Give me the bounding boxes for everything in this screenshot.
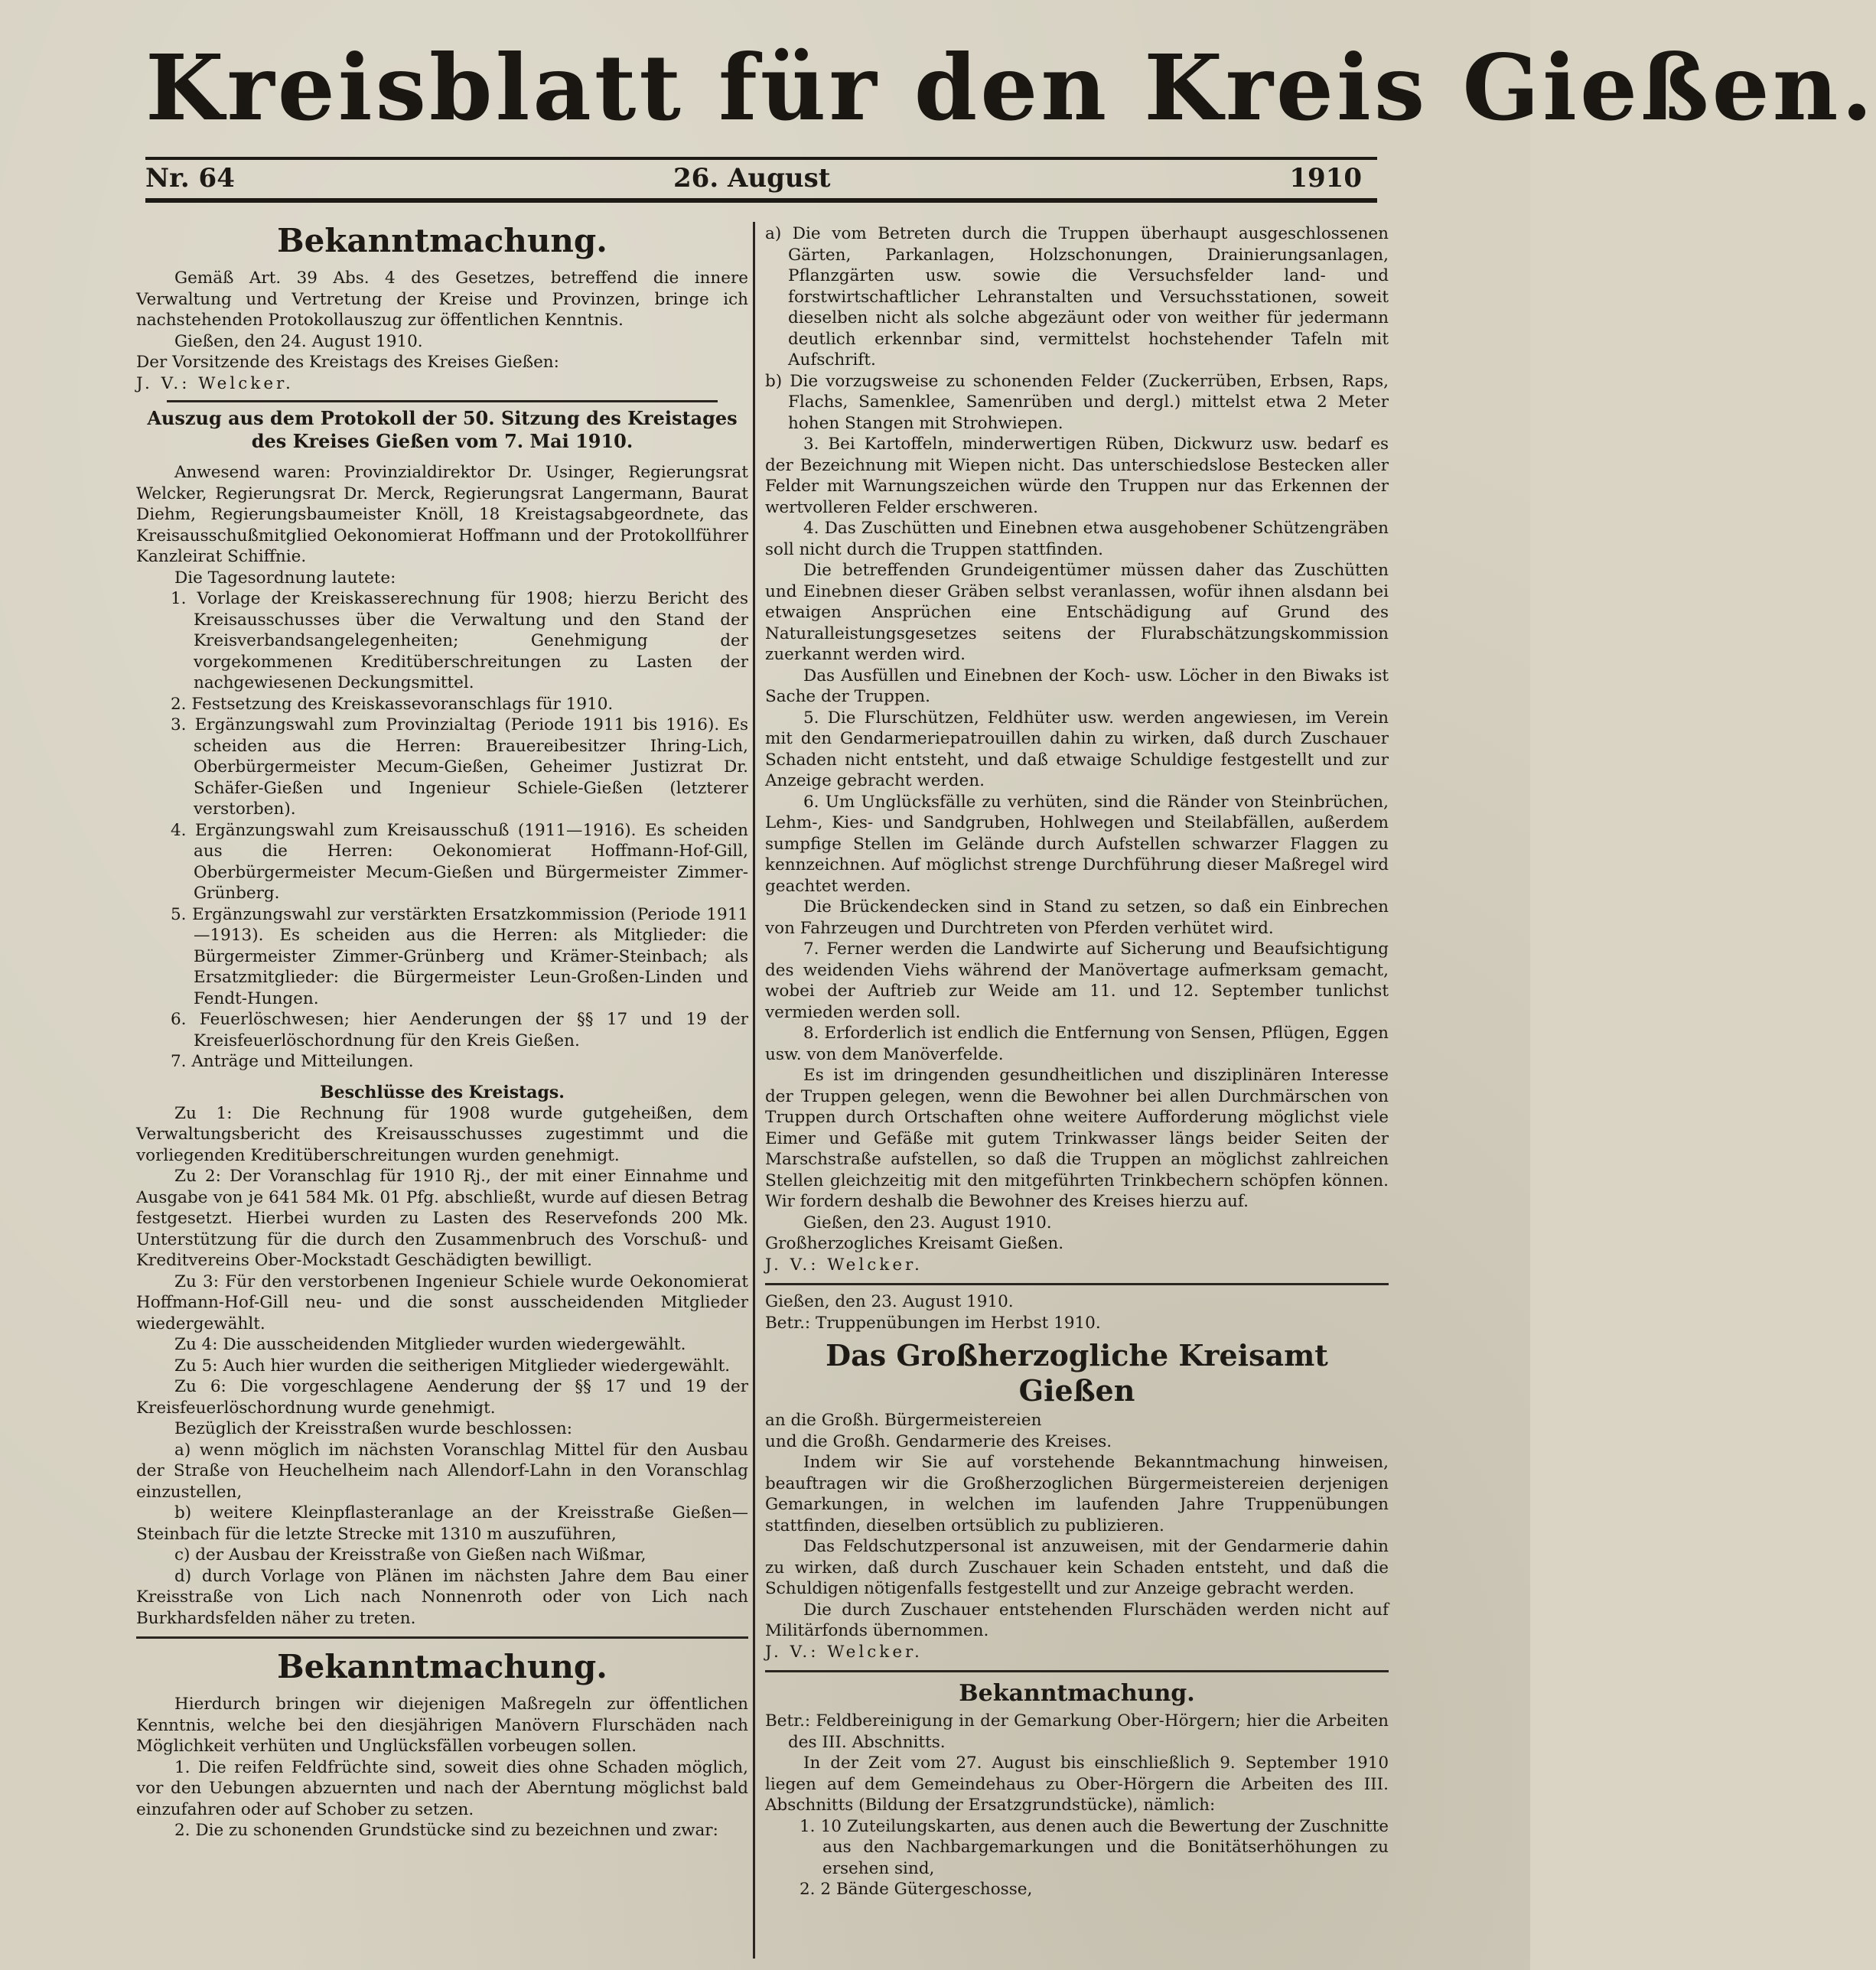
- right-column: [765, 223, 1389, 1900]
- beschluss: Zu 5: Auch hier wurden die seitherigen Mitglieder wiedergewählt.: [174, 1356, 731, 1376]
- agenda-item: 2. Festsetzung des Kreiskassevoranschlags für 1910.: [171, 694, 614, 714]
- left-column: [136, 214, 748, 1841]
- signature: J. V.: Welcker.: [765, 1255, 923, 1275]
- beschluesse-title: Beschlüsse des Kreistags.: [320, 1082, 565, 1102]
- issue-year: 1910: [1289, 163, 1362, 194]
- kreisamt-line: Großherzogliches Kreisamt Gießen.: [765, 1234, 1064, 1253]
- issue-date: 26. August: [673, 163, 831, 194]
- kreisstrassen-item: c) der Ausbau der Kreisstraße von Gießen nach Wißmar,: [174, 1545, 647, 1565]
- paragraph-7: 7. Ferner werden die Landwirte auf Sicherung und Beaufsichtigung des weidenden Viehs während der Manövertage aufmerksam gemacht, wobei der Auftrieb zur Weide am 11. und 12. September tunlichst vermieden werden soll.: [765, 939, 1389, 1022]
- kreisstrassen-item: d) durch Vorlage von Plänen im nächsten Jahre dem Bau einer Kreisstraße von Lich nach Nonnenroth oder von Lich nach Burkhardsfelden näher zu treten.: [136, 1566, 748, 1628]
- divider: [136, 1636, 748, 1639]
- agenda-item: 3. Ergänzungswahl zum Provinzialtag (Periode 1911 bis 1916). Es scheiden aus die Herren: Brauereibesitzer Ihring-Lich, Oberbürgermeister Mecum-Gießen, Geheimer Justizrat Dr. Schäfer-Gießen und Ingenieur Schiele-Gießen (letzterer verstorben).: [171, 715, 748, 819]
- agenda-item: 1. Vorlage der Kreiskasserechnung für 1908; hierzu Bericht des Kreisausschusses über die Verwaltung und den Stand der Kreisverbandsangelegenheiten; Genehmigung der vorgekommenen Kreditüberschreitungen zu Lasten der nachgewiesenen Deckungsmittel.: [171, 589, 748, 692]
- heading-bekanntmachung-3: Bekanntmachung.: [959, 1680, 1195, 1707]
- beschluss: Zu 1: Die Rechnung für 1908 wurde gutgeheißen, dem Verwaltungsbericht des Kreisausschusses zugestimmt und die vorliegenden Kreditüberschreitungen wurden genehmigt.: [136, 1103, 748, 1165]
- agenda-item: 7. Anträge und Mitteilungen.: [171, 1052, 414, 1071]
- paragraph-4: 4. Das Zuschütten und Einebnen etwa ausgehobener Schützengräben soll nicht durch die Truppen stattfinden.: [765, 519, 1389, 559]
- place-date: Gießen, den 23. August 1910.: [765, 1292, 1014, 1311]
- heading-bekanntmachung-2: Bekanntmachung.: [277, 1648, 607, 1685]
- issue-bar: [145, 157, 1377, 203]
- agenda-item: 5. Ergänzungswahl zur verstärkten Ersatzkommission (Periode 1911—1913). Es scheiden aus die Herren: als Mitglieder: die Bürgermeister Zimmer-Grünberg und Krämer-Steinbach; als Ersatzmitglieder: die Bürgermeister Leun-Großen-Linden und Fendt-Hungen.: [171, 904, 748, 1008]
- column-divider: [753, 222, 755, 1959]
- divider: [765, 1670, 1389, 1672]
- place-date: Gießen, den 24. August 1910.: [174, 331, 423, 351]
- beschluss: Zu 6: Die vorgeschlagene Aenderung der §§ 17 und 19 der Kreisfeuerlöschordnung wurde genehmigt.: [136, 1377, 748, 1418]
- anwesend-paragraph: Anwesend waren: Provinzialdirektor Dr. Usinger, Regierungsrat Welcker, Regierungsrat Dr. Merck, Regierungsrat Langermann, Baurat Diehm, Regierungsbaumeister Knöll, 18 Kreistagsabgeordnete, das Kreisausschußmitglied Oekonomierat Hoffmann und der Protokollführer Kanzleirat Schiffnie.: [136, 463, 748, 566]
- paragraph-8: 8. Erforderlich ist endlich die Entfernung von Sensen, Pflügen, Eggen usw. von dem Manöverfelde.: [765, 1024, 1389, 1064]
- kreisstrassen-item: a) wenn möglich im nächsten Voranschlag Mittel für den Ausbau der Straße von Heuchelheim nach Allendorf-Lahn in den Voranschlag einzustellen,: [136, 1440, 748, 1502]
- auszug-title: Auszug aus dem Protokoll der 50. Sitzung des Kreistages des Kreises Gießen vom 7. Mai 1910.: [147, 407, 738, 452]
- addressee-line: an die Großh. Bürgermeistereien: [765, 1411, 1042, 1430]
- paragraph-6b: Die Brückendecken sind in Stand zu setzen, so daß ein Einbrechen von Fahrzeugen und Durchtreten von Pferden verhütet wird.: [765, 897, 1389, 938]
- betreff-line: Betr.: Truppenübungen im Herbst 1910.: [765, 1313, 1101, 1333]
- beschluss: Zu 4: Die ausscheidenden Mitglieder wurden wiedergewählt.: [174, 1335, 686, 1354]
- heading-bekanntmachung-1: Bekanntmachung.: [277, 222, 607, 259]
- paragraph-4b: Die betreffenden Grundeigentümer müssen daher das Zuschütten und Einebnen dieser Gräben selbst veranlassen, wofür ihnen alsdann bei etwaigen Ansprüchen eine Entschädigung auf Grund des Naturalleistungsgesetzes seitens der Flurabschätzungskommission zuerkannt werden wird.: [765, 561, 1389, 664]
- signature: J. V.: Welcker.: [136, 373, 294, 393]
- paragraph-5: 5. Die Flurschützen, Feldhüter usw. werden angewiesen, im Verein mit den Gendarmeriepatrouillen dahin zu wirken, daß durch Zuschauer Schaden nicht entsteht, und daß etwaige Schuldige festgestellt und zur Anzeige gebracht werden.: [765, 708, 1389, 790]
- divider: [167, 400, 718, 402]
- bek2-item: 2. Die zu schonenden Grundstücke sind zu bezeichnen und zwar:: [174, 1821, 718, 1840]
- place-date: Gießen, den 23. August 1910.: [803, 1213, 1052, 1232]
- divider: [765, 1283, 1389, 1285]
- paragraph-6: 6. Um Unglücksfälle zu verhüten, sind die Ränder von Steinbrüchen, Lehm-, Kies- und Sandgruben, Hohlwegen und Steilabfällen, außerdem sumpfige Stellen im Gelände durch Aufstellen schwarzer Flaggen zu kennzeichnen. Auf möglichst strenge Durchführung dieser Maßregel wird geachtet werden.: [765, 792, 1389, 896]
- agenda-item: 6. Feuerlöschwesen; hier Aenderungen der §§ 17 und 19 der Kreisfeuerlöschordnung für den Kreis Gießen.: [171, 1010, 748, 1050]
- kreisamt-paragraph: Indem wir Sie auf vorstehende Bekanntmachung hinweisen, beauftragen wir die Großherzoglichen Bürgermeistereien derjenigen Gemarkungen, in welchen im laufenden Jahre Truppenübungen stattfinden, dieselben ortsüblich zu publizieren.: [765, 1453, 1389, 1535]
- tagesordnung-label: Die Tagesordnung lautete:: [174, 568, 396, 588]
- bek2-intro: Hierdurch bringen wir diejenigen Maßregeln zur öffentlichen Kenntnis, welche bei den diesjährigen Manövern Flurschäden nach Möglichkeit verhüten und Unglücksfällen vorbeugen sollen.: [136, 1695, 748, 1756]
- paragraph-8b: Es ist im dringenden gesundheitlichen und disziplinären Interesse der Truppen gelegen, wenn die Bewohner bei allen Durchmärschen von Truppen durch Ortschaften ohne weitere Aufforderung möglichst viele Eimer und Gefäße mit gutem Trinkwasser längs beider Seiten der Marschstraße aufstellen, so daß die Truppen an möglichst zahlreichen Stellen gleichzeitig mit den mitgeführten Trinkbechern schöpfen können. Wir fordern deshalb die Bewohner des Kreises hierzu auf.: [765, 1066, 1389, 1211]
- signature: J. V.: Welcker.: [765, 1642, 923, 1662]
- paragraph-3: 3. Bei Kartoffeln, minderwertigen Rüben, Dickwurz usw. bedarf es der Bezeichnung mit Wiepen nicht. Das unterschiedslose Bestecken aller Felder mit Warnungszeichen würde den Truppen nur das Erkennen der wertvolleren Felder erschweren.: [765, 435, 1389, 517]
- chair-line: Der Vorsitzende des Kreistags des Kreises Gießen:: [136, 353, 559, 372]
- kreisstrassen-item: b) weitere Kleinpflasteranlage an der Kreisstraße Gießen—Steinbach für die letzte Strecke mit 1310 m auszuführen,: [136, 1503, 748, 1544]
- masthead-title: Kreisblatt für den Kreis Gießen.: [145, 34, 1876, 141]
- issue-number: Nr. 64: [145, 163, 235, 194]
- kreisamt-paragraph: Das Feldschutzpersonal ist anzuweisen, mit der Gendarmerie dahin zu wirken, daß durch Zuschauer kein Schaden entsteht, und daß die Schuldigen nötigenfalls festgestellt und zur Anzeige gebracht werden.: [765, 1537, 1389, 1598]
- paragraph-4c: Das Ausfüllen und Einebnen der Koch- usw. Löcher in den Biwaks ist Sache der Truppen.: [765, 666, 1389, 706]
- beschluss: Zu 3: Für den verstorbenen Ingenieur Schiele wurde Oekonomierat Hoffmann-Hof-Gill neu- und die sonst ausscheidenden Mitglieder wiedergewählt.: [136, 1272, 748, 1333]
- addressee-line: und die Großh. Gendarmerie des Kreises.: [765, 1431, 1112, 1451]
- betreff-line: Betr.: Feldbereinigung in der Gemarkung Ober-Hörgern; hier die Arbeiten des III. Abschnitts.: [765, 1711, 1389, 1752]
- bek2-item: 1. Die reifen Feldfrüchte sind, soweit dies ohne Schaden möglich, vor den Uebungen abzuernten und nach der Aberntung möglichst bald einzufahren oder auf Schober zu setzen.: [136, 1757, 748, 1819]
- feldbereinigung-item: 1. 10 Zuteilungskarten, aus denen auch die Bewertung der Zuschnitte aus den Nachbargemarkungen und die Bonitätserhöhungen zu ersehen sind,: [800, 1816, 1389, 1878]
- kreisamt-paragraph: Die durch Zuschauer entstehenden Flurschäden werden nicht auf Militärfonds übernommen.: [765, 1600, 1389, 1640]
- agenda-item: 4. Ergänzungswahl zum Kreisausschuß (1911—1916). Es scheiden aus die Herren: Oekonomierat Hoffmann-Hof-Gill, Oberbürgermeister Mecum-Gießen und Bürgermeister Zimmer-Grünberg.: [171, 820, 748, 903]
- list-item-a: a) Die vom Betreten durch die Truppen überhaupt ausgeschlossenen Gärten, Parkanlagen, Holzschonungen, Drainierungsanlagen, Pflanzgärten usw. sowie die Versuchsfelder land- und forstwirtschaftlicher Lehranstalten und Versuchsstationen, soweit dieselben nicht als solche abgezäunt oder von weither für jedermann deutlich erkennbar sind, vermittelst hochstehender Tafeln mit Aufschrift.: [765, 224, 1389, 370]
- intro-paragraph: Gemäß Art. 39 Abs. 4 des Gesetzes, betreffend die innere Verwaltung und Vertretung der Kreise und Provinzen, bringe ich nachstehenden Protokollauszug zur öffentlichen Kenntnis.: [136, 269, 748, 330]
- beschluss: Zu 2: Der Voranschlag für 1910 Rj., der mit einer Einnahme und Ausgabe von je 641 584 Mk. 01 Pfg. abschließt, wurde auf diesen Betrag festgesetzt. Hierbei wurden zu Lasten des Reservefonds 200 Mk. Unterstützung für die durch den Zusammenbruch des Vorschuß- und Kreditvereins Ober-Mockstadt Geschädigten bewilligt.: [136, 1167, 748, 1270]
- list-item-b: b) Die vorzugsweise zu schonenden Felder (Zuckerrüben, Erbsen, Raps, Flachs, Samenklee, Samenrüben und dergl.) mittelst etwa 2 Meter hohen Stangen mit Strohwiepen.: [765, 371, 1389, 433]
- feldbereinigung-item: 2. 2 Bände Gütergeschosse,: [800, 1880, 1033, 1899]
- feldbereinigung-paragraph: In der Zeit vom 27. August bis einschließlich 9. September 1910 liegen auf dem Gemeindehaus zu Ober-Hörgern die Arbeiten des III. Abschnitts (Bildung der Ersatzgrundstücke), nämlich:: [765, 1753, 1389, 1815]
- kreisstrassen-intro: Bezüglich der Kreisstraßen wurde beschlossen:: [174, 1419, 572, 1438]
- kreisamt-title: Das Großherzogliche Kreisamt Gießen: [826, 1338, 1328, 1408]
